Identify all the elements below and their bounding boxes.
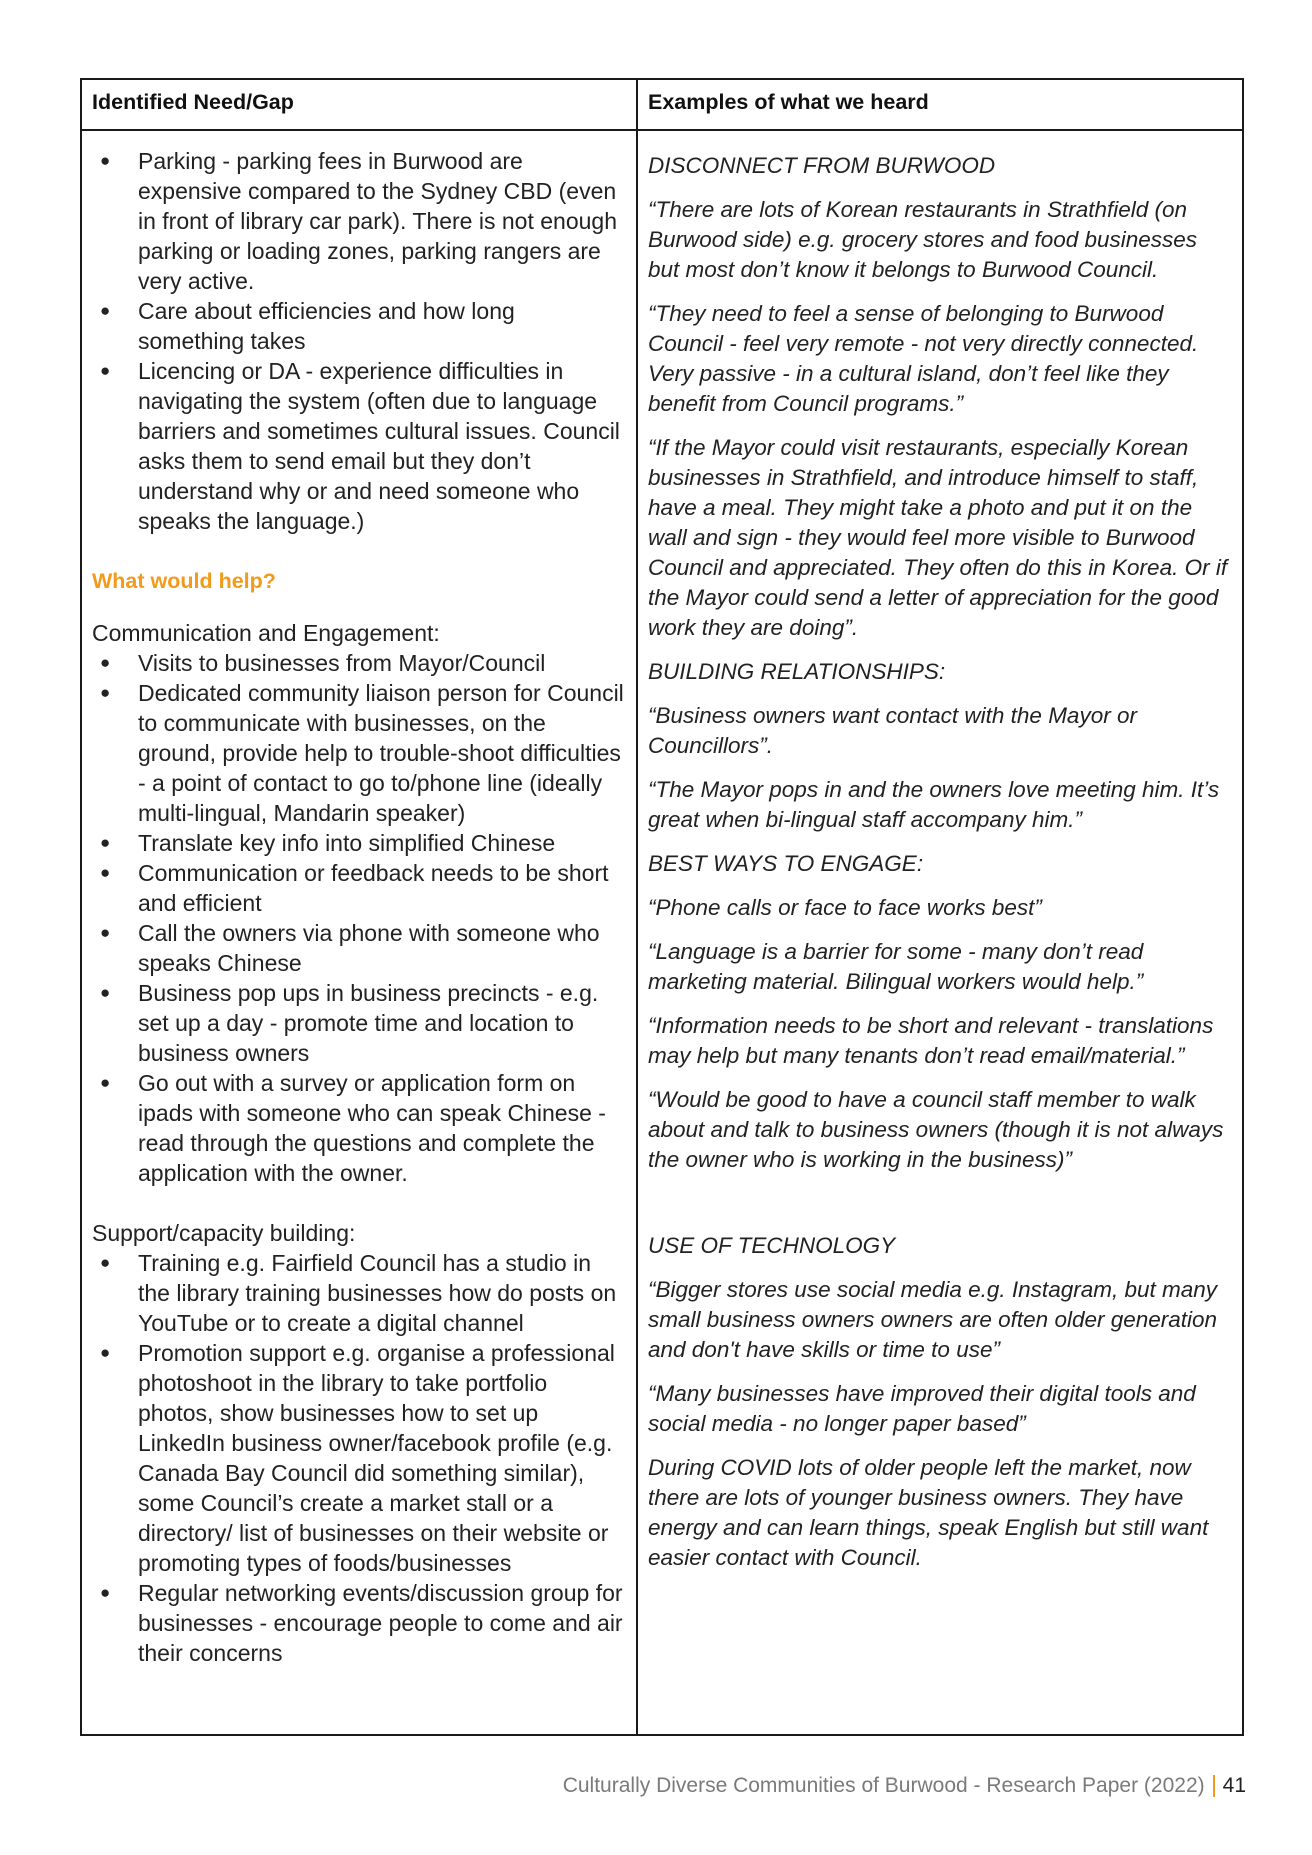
list-item: ● Communication or feedback needs to be short and efficient	[92, 858, 624, 918]
quote: “Would be good to have a council staff member to walk about and talk to business owners (though it is not always the owner who is working in the business)”	[648, 1087, 1224, 1172]
section-heading-technology: USE OF TECHNOLOGY	[648, 1233, 896, 1258]
support-list	[92, 1248, 624, 1668]
footer-title: Culturally Diverse Communities of Burwood - Research Paper (2022)	[562, 1774, 1205, 1797]
quote: During COVID lots of older people left the market, now there are lots of younger business owners. They have energy and can learn things, speak English but still want easier contact with Council.	[648, 1455, 1209, 1570]
table-header-row	[81, 79, 1243, 130]
list-item: ● Care about efficiencies and how long something takes	[92, 296, 624, 356]
support-label: Support/capacity building:	[92, 1220, 356, 1246]
needs-cell	[81, 130, 637, 1735]
quote: “They need to feel a sense of belonging to Burwood Council - feel very remote - not very directly connected. Very passive - in a cultural island, don’t feel like they benefit from Council programs.”	[648, 301, 1199, 416]
list-item: ● Regular networking events/discussion group for businesses - encourage people to come and air their concerns	[92, 1578, 624, 1668]
list-item: ● Translate key info into simplified Chinese	[92, 828, 624, 858]
needs-list	[92, 146, 624, 536]
page-number: 41	[1222, 1774, 1246, 1797]
list-item: ● Dedicated community liaison person for Council to communicate with businesses, on the ground, provide help to trouble-shoot difficulties - a point of contact to go to/phone line (ideally multi-lingual, Mandarin speaker)	[92, 678, 624, 828]
list-item: ● Training e.g. Fairfield Council has a studio in the library training businesses how do posts on YouTube or to create a digital channel	[92, 1248, 624, 1338]
communication-list	[92, 648, 624, 1188]
what-would-help-heading: What would help?	[92, 569, 276, 593]
quote: “Language is a barrier for some - many don’t read marketing material. Bilingual workers would help.”	[648, 939, 1144, 994]
quote: “Information needs to be short and relevant - translations may help but many tenants don’t read email/material.”	[648, 1013, 1214, 1068]
section-heading-disconnect: DISCONNECT FROM BURWOOD	[648, 153, 996, 178]
list-item: ● Business pop ups in business precincts - e.g. set up a day - promote time and location to business owners	[92, 978, 624, 1068]
list-item: ● Parking - parking fees in Burwood are expensive compared to the Sydney CBD (even in front of library car park). There is not enough parking or loading zones, parking rangers are very active.	[92, 146, 624, 296]
quote: “Bigger stores use social media e.g. Instagram, but many small business owners owners are often older generation and don't have skills or time to use”	[648, 1277, 1218, 1362]
list-item: ● Go out with a survey or application form on ipads with someone who can speak Chinese - read through the questions and complete the application with the owner.	[92, 1068, 624, 1188]
header-examples-heard: Examples of what we heard	[637, 79, 1243, 130]
list-item: ● Call the owners via phone with someone who speaks Chinese	[92, 918, 624, 978]
quote: “Many businesses have improved their digital tools and social media - no longer paper based”	[648, 1381, 1196, 1436]
quote: “Phone calls or face to face works best”	[648, 895, 1042, 920]
section-heading-engage: BEST WAYS TO ENGAGE:	[648, 851, 924, 876]
table-body-row	[81, 130, 1243, 1735]
examples-cell	[637, 130, 1243, 1735]
needs-table	[80, 78, 1244, 1736]
list-item: ● Promotion support e.g. organise a professional photoshoot in the library to take portfolio photos, show businesses how to set up LinkedIn business owner/facebook profile (e.g. Canada Bay Council did something similar), some Council’s create a market stall or a directory/ list of businesses on their website or promoting types of foods/businesses	[92, 1338, 624, 1578]
quote: “If the Mayor could visit restaurants, especially Korean businesses in Strathfield, and introduce himself to staff, have a meal. They might take a photo and put it on the wall and sign - they would feel more visible to Burwood Council and appreciated. They often do this in Korea. Or if the Mayor could send a letter of appreciation for the good work they are doing”.	[648, 435, 1228, 640]
quote: “Business owners want contact with the Mayor or Councillors”.	[648, 703, 1137, 758]
quote: “The Mayor pops in and the owners love meeting him. It’s great when bi-lingual staff accompany him.”	[648, 777, 1220, 832]
footer-divider	[1213, 1775, 1215, 1797]
list-item: ● Licencing or DA - experience difficulties in navigating the system (often due to language barriers and sometimes cultural issues. Council asks them to send email but they don’t understand why or and need someone who speaks the language.)	[92, 356, 624, 536]
communication-label: Communication and Engagement:	[92, 620, 440, 646]
page-footer	[563, 1774, 1246, 1798]
header-identified-need: Identified Need/Gap	[81, 79, 637, 130]
quote: “There are lots of Korean restaurants in Strathfield (on Burwood side) e.g. grocery stores and food businesses but most don’t know it belongs to Burwood Council.	[648, 197, 1198, 282]
list-item: ● Visits to businesses from Mayor/Council	[92, 648, 624, 678]
section-heading-relationships: BUILDING RELATIONSHIPS:	[648, 659, 946, 684]
